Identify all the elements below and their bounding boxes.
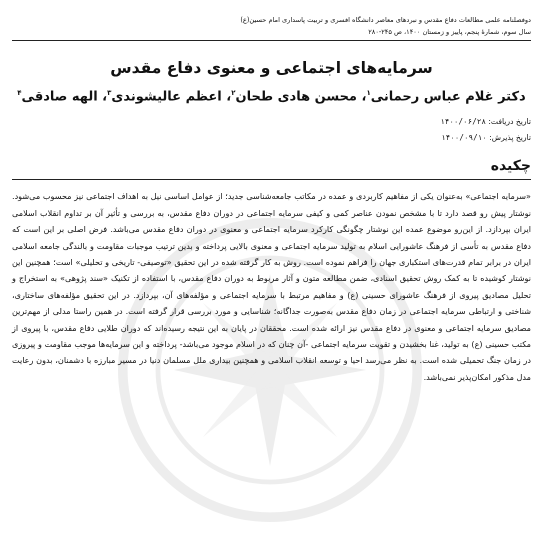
author-footnote-mark: ۴ [17, 89, 22, 97]
received-date [12, 114, 531, 130]
abstract-heading: چکیده [490, 158, 531, 175]
journal-issue: سال سوم، شمارۀ پنجم، پاییز و زمستان ۱۴۰۰، ص ۲۴۵-۲۸۰ [368, 28, 531, 36]
received-date-value: ۱۴۰۰/۰۶/۲۸ [440, 117, 486, 127]
header-divider [12, 40, 531, 41]
accepted-date-label: تاریخ پذیرش: [489, 133, 531, 143]
abstract-divider [12, 179, 531, 180]
author-footnote-mark: ۲ [231, 89, 236, 97]
author-list: دکتر غلام عباس رحمانی$^۱$، محسن هادی طحان$^۲$، اعظم عالیشوندی$^۳$، الهه صادقی$^۴$ [17, 89, 526, 105]
article-title: سرمایه‌های اجتماعی و معنوی دفاع مقدس [110, 59, 433, 77]
accepted-date [12, 130, 531, 146]
author-name: الهه صادقی [21, 89, 98, 105]
journal-name: دوفصلنامه علمی مطالعات دفاع مقدس و نبردهای معاصر دانشگاه افسری و تربیت پاسداری امام حسین(ع) [240, 16, 531, 24]
author-name: اعظم عالیشوندی [111, 89, 222, 105]
author-footnote-mark: ۱ [366, 89, 371, 97]
journal-header [12, 14, 531, 38]
author-footnote-mark: ۳ [107, 89, 112, 97]
abstract-body: «سرمایه اجتماعی» به‌عنوان یکی از مفاهیم کاربردی و عمده در مکاتب جامعه‌شناسی جدید؛ از عوامل اساسی نیل به اهداف اجتماعی نیز محسوب می‌شود. نوشتار پیش رو قصد دارد تا با مشخص نمودن عناصر کمی و کیفی سرمایه اجتماعی در دوران دفاع مقدس، به بررسی و تأثیر آن بر تداوم انقلاب اسلامی ایران بپردازد. از این‌رو موضوع عمده این نوشتار چگونگی کارکرد سرمایه اجتماعی و معنوی در دوران دفاع مقدس می‌باشد. فرض اصلی بر این است که دفاع مقدس به تأسی از فرهنگ عاشورایی اسلام به تولید سرمایه اجتماعی و معنوی بالایی پرداخته و بدین ترتیب موجبات مقاومت و بالندگی جامعه اسلامی ایران در برابر تمام قدرت‌های استکباری جهان را فراهم نموده است. روش به کار گرفته شده در این تحقیق «توصیفی- تاریخی و تحلیلی» است؛ همچنین این نوشتار کوشیده تا به کمک روش تحقیق اسنادی، ضمن مطالعه متون و آثار مربوط به دوران دفاع مقدس، با استفاده از تکنیک «سند پژوهی» به استخراج و تحلیل مصادیق پیروی از فرهنگ عاشورای حسینی (ع) و مفاهیم مرتبط با سرمایه اجتماعی و مؤلفه‌های آن، بپردازد. در این تحقیق مؤلفه‌های ساختاری، شناختی و ارتباطی سرمایه اجتماعی در زمان دفاع مقدس به‌صورت جداگانه؛ شناسایی و مورد بررسی قرار گرفته است. در همین راستا مدلی از مهم‌ترین مصادیق سرمایه اجتماعی و معنوی در دفاع مقدس نیز ارائه شده است. محققان در پایان به این نتیجه رسیده‌اند که دوران طلایی دفاع مقدس، با پیروی از مکتب حسینی (ع) به تولید، غنا بخشیدن و تقویت سرمایه اجتماعی -آن چنان که در اسلام موجود می‌باشد- پرداخته و این سرمایه‌ها موجب مقاومت و پیروزی در زمان جنگ تحمیلی شده است. به نظر می‌رسد احیا و توسعه انقلاب اسلامی و همچنین بیداری ملل مسلمان دنیا در مسیر مبارزه با دشمنان، بدون رعایت مدل مذکور امکان‌پذیر نمی‌باشد. [12, 191, 531, 382]
article-dates [12, 114, 531, 146]
author-name: دکتر غلام عباس رحمانی [370, 89, 526, 105]
author-name: محسن هادی طحان [235, 89, 357, 105]
accepted-date-value: ۱۴۰۰/۰۹/۱۰ [441, 133, 487, 143]
received-date-label: تاریخ دریافت: [488, 117, 531, 127]
